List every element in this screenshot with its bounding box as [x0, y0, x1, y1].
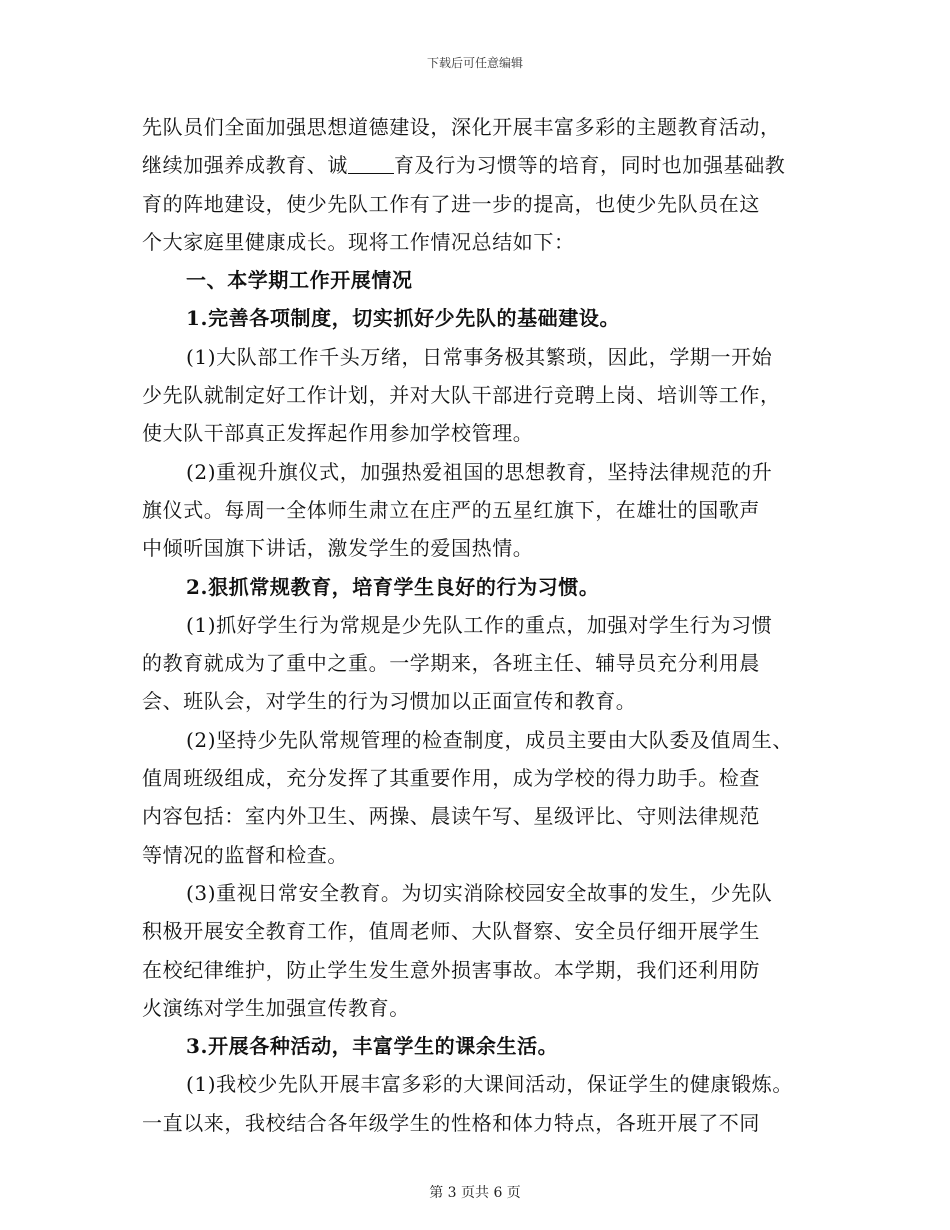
text-line: (1)抓好学生行为常规是少先队工作的重点，加强对学生行为习惯: [186, 612, 773, 637]
page-header: 下载后可任意编辑: [426, 56, 523, 70]
text-line: 少先队就制定好工作计划，并对大队干部进行竞聘上岗、培训等工作，: [142, 383, 781, 408]
text-line: 使大队干部真正发挥起作用参加学校管理。: [142, 421, 534, 446]
text-line: 在校纪律维护，防止学生发生意外损害事故。本学期，我们还利用防: [142, 957, 760, 982]
text-line: (1)大队部工作千头万绪，日常事务极其繁琐，因此，学期一开始: [186, 344, 773, 369]
text-line: 积极开展安全教育工作，值周老师、大队督察、安全员仔细开展学生: [142, 919, 760, 944]
page-footer: 第 3 页共 6 页: [429, 1185, 521, 1201]
text-segment: 育及行为习惯等的培育，同时也加强基础教: [394, 153, 786, 178]
text-line: (3)重视日常安全教育。为切实消除校园安全故事的发生，少先队: [186, 880, 773, 905]
subsection-heading: 2.狠抓常规教育，培育学生良好的行为习惯。: [186, 574, 600, 599]
text-line: 一直以来，我校结合各年级学生的性格和体力特点，各班开展了不同: [142, 1110, 760, 1135]
text-line: 中倾听国旗下讲话，激发学生的爱国热情。: [142, 536, 534, 561]
subsection-heading: 1.完善各项制度，切实抓好少先队的基础建设。: [186, 306, 621, 331]
text-line-with-blank: [142, 146, 832, 184]
text-segment: 继续加强养成教育、诚: [142, 153, 348, 178]
text-line: 等情况的监督和检查。: [142, 842, 348, 867]
text-line: (2)坚持少先队常规管理的检查制度，成员主要由大队委及值周生、: [186, 727, 793, 752]
text-line: 先队员们全面加强思想道德建设，深化开展丰富多彩的主题教育活动，: [142, 115, 781, 139]
text-line: 旗仪式。每周一全体师生肃立在庄严的五星红旗下，在雄壮的国歌声: [142, 497, 760, 522]
text-line: 的教育就成为了重中之重。一学期来，各班主任、辅导员充分利用晨: [142, 651, 760, 676]
section-heading: 一、本学期工作开展情况: [186, 268, 413, 293]
text-line: 个大家庭里健康成长。现将工作情况总结如下：: [142, 229, 575, 254]
text-line: 会、班队会，对学生的行为习惯加以正面宣传和教育。: [142, 689, 637, 714]
text-line: (2)重视升旗仪式，加强热爱祖国的思想教育，坚持法律规范的升: [186, 459, 773, 484]
text-line: 内容包括：室内外卫生、两操、晨读午写、星级评比、守则法律规范: [142, 804, 760, 829]
text-line: 育的阵地建设，使少先队工作有了进一步的提高，也使少先队员在这: [142, 191, 760, 216]
text-line: (1)我校少先队开展丰富多彩的大课间活动，保证学生的健康锻炼。: [186, 1072, 793, 1097]
document-body: [142, 108, 832, 1142]
subsection-heading: 3.开展各种活动，丰富学生的课余生活。: [186, 1034, 559, 1059]
fill-in-blank: [348, 153, 394, 174]
text-line: 值周班级组成，充分发挥了其重要作用，成为学校的得力助手。检查: [142, 766, 760, 791]
text-line: 火演练对学生加强宣传教育。: [142, 995, 410, 1020]
